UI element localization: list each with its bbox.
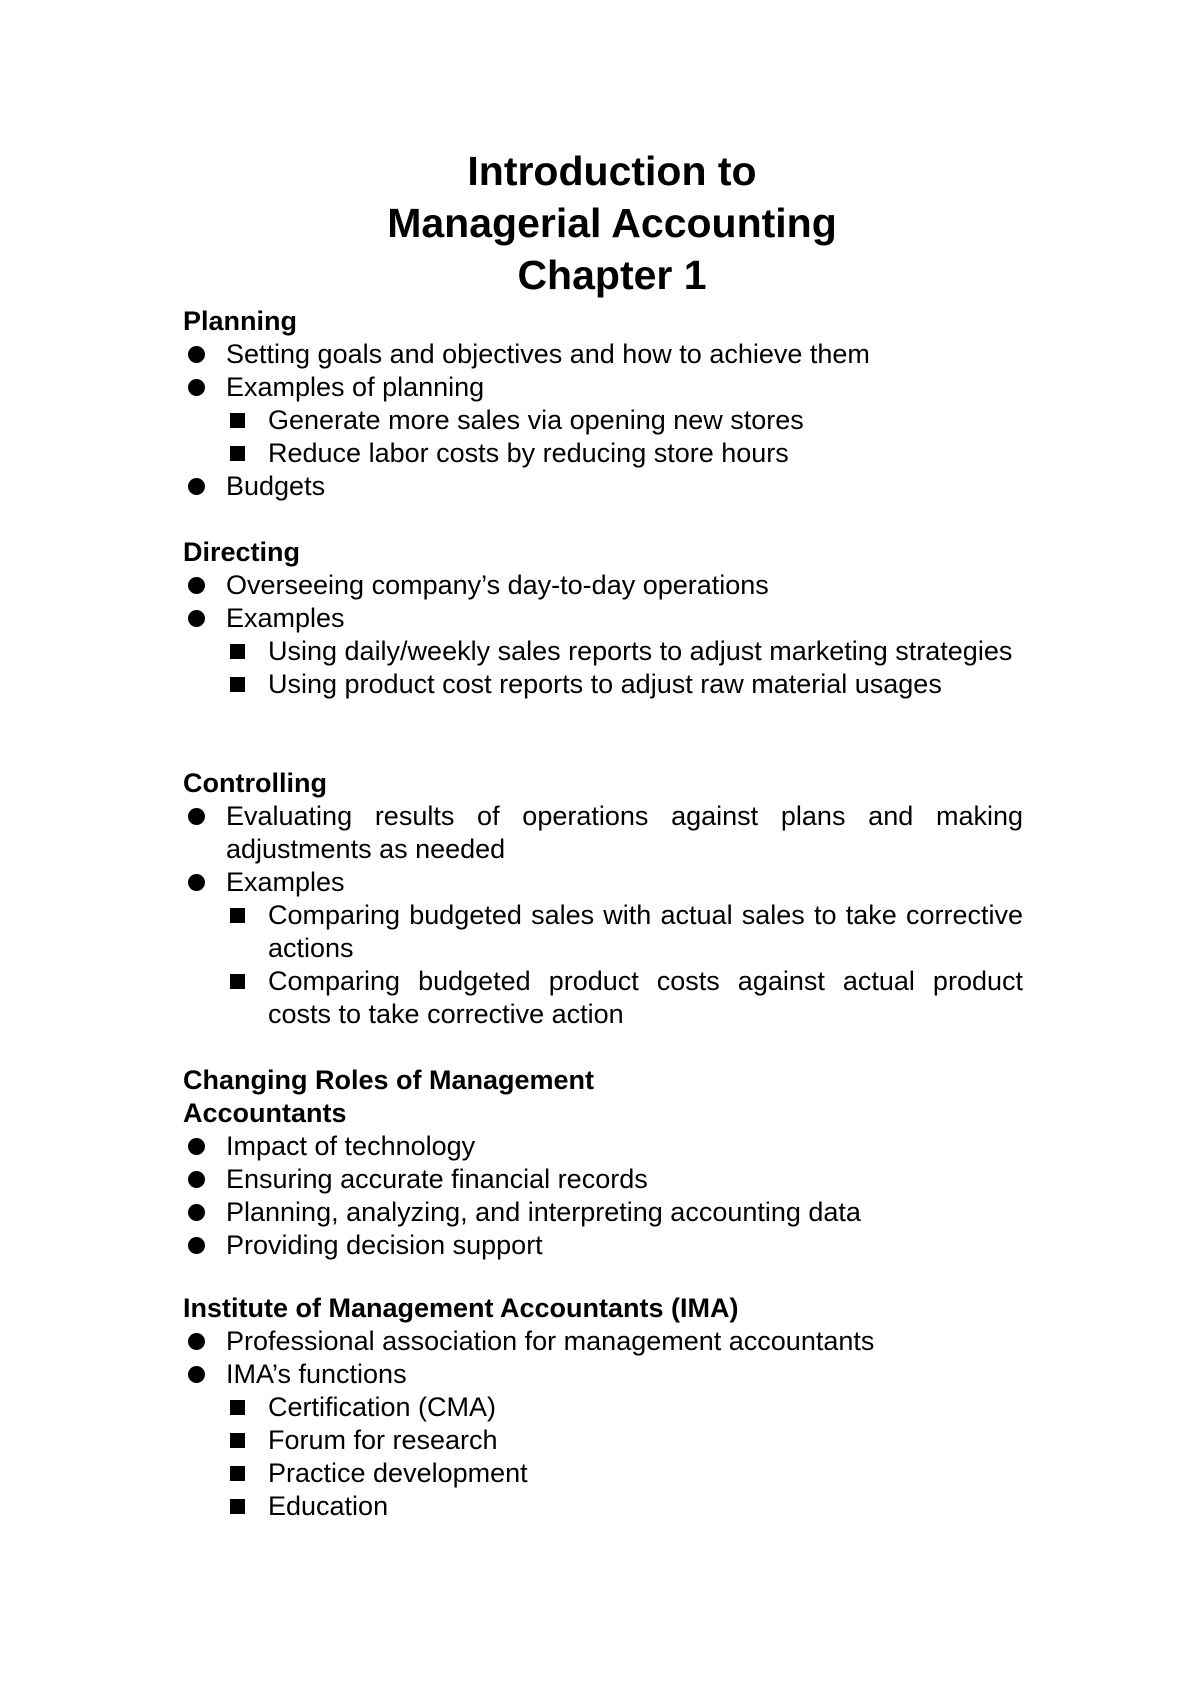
section-heading-planning: Planning: [183, 306, 297, 336]
sub-list-item: [183, 404, 1023, 437]
sub-list-item: [183, 1424, 1023, 1457]
round-bullet-icon: [188, 1138, 205, 1155]
sub-list-item: [183, 1457, 1023, 1490]
planning-examples-list: [183, 404, 1023, 470]
section-changing-roles: [183, 1064, 1023, 1262]
round-bullet-icon: [188, 1171, 205, 1188]
round-bullet-icon: [188, 1366, 205, 1383]
square-bullet-icon: [230, 908, 245, 923]
round-bullet-icon: [188, 379, 205, 396]
directing-examples-list: [183, 635, 1023, 701]
sub-list-item-text: Generate more sales via opening new stores: [268, 405, 804, 435]
section-controlling: [183, 767, 1023, 1031]
sub-list-item-text: Practice development: [268, 1458, 528, 1488]
list-item-text: Impact of technology: [226, 1131, 476, 1161]
square-bullet-icon: [230, 974, 245, 989]
list-item-text: Planning, analyzing, and interpreting accounting data: [226, 1197, 861, 1227]
square-bullet-icon: [230, 1466, 245, 1481]
sub-list-item-text: Using product cost reports to adjust raw material usages: [268, 669, 942, 699]
ima-functions-list: [183, 1391, 1023, 1523]
list-item-text: IMA’s functions: [226, 1359, 407, 1389]
list-item: [183, 1163, 1023, 1196]
planning-list: [183, 338, 1023, 404]
list-item: [183, 569, 1023, 602]
square-bullet-icon: [230, 413, 245, 428]
list-item: [183, 1130, 1023, 1163]
square-bullet-icon: [230, 677, 245, 692]
list-item-text: Examples: [226, 603, 345, 633]
list-item-text: Ensuring accurate financial records: [226, 1164, 648, 1194]
round-bullet-icon: [188, 1333, 205, 1350]
list-item-text: Overseeing company’s day-to-day operations: [226, 570, 769, 600]
list-item: [183, 371, 1023, 404]
section-heading-controlling: Controlling: [183, 768, 327, 798]
section-heading-ima: Institute of Management Accountants (IMA): [183, 1293, 739, 1323]
section-directing: [183, 536, 1023, 701]
sub-list-item-text: Using daily/weekly sales reports to adjust marketing strategies: [268, 636, 1013, 666]
document-page: [183, 145, 1023, 1523]
sub-list-item-text: Comparing budgeted sales with actual sales to take corrective actions: [268, 900, 1023, 963]
sub-list-item: [183, 899, 1023, 965]
list-item: [183, 1358, 1023, 1391]
section-heading-directing: Directing: [183, 537, 301, 567]
list-item-text: Budgets: [226, 471, 326, 501]
sub-list-item: [183, 635, 1023, 668]
controlling-list: [183, 800, 1023, 899]
square-bullet-icon: [230, 1400, 245, 1415]
sub-list-item-text: Education: [268, 1491, 389, 1521]
sub-list-item-text: Reduce labor costs by reducing store hours: [268, 438, 789, 468]
title-line-2: Managerial Accounting: [387, 200, 837, 246]
sub-list-item: [183, 1490, 1023, 1523]
title-line-3: Chapter 1: [517, 252, 707, 298]
round-bullet-icon: [188, 577, 205, 594]
list-item: [183, 602, 1023, 635]
round-bullet-icon: [188, 478, 205, 495]
title-line-1: Introduction to: [467, 148, 757, 194]
list-item: [183, 338, 1023, 371]
round-bullet-icon: [188, 346, 205, 363]
roles-list: [183, 1130, 1023, 1262]
section-planning: [183, 305, 1023, 503]
sub-list-item: [183, 668, 1023, 701]
list-item-text: Setting goals and objectives and how to achieve them: [226, 339, 870, 369]
list-item: [183, 1229, 1023, 1262]
round-bullet-icon: [188, 808, 205, 825]
planning-list-continued: [183, 470, 1023, 503]
sub-list-item: [183, 437, 1023, 470]
list-item: [183, 800, 1023, 866]
sub-list-item-text: Certification (CMA): [268, 1392, 497, 1422]
document-title: [183, 145, 1023, 301]
list-item: [183, 1196, 1023, 1229]
round-bullet-icon: [188, 1204, 205, 1221]
sub-list-item-text: Comparing budgeted product costs against actual product costs to take corrective action: [268, 966, 1023, 1029]
round-bullet-icon: [188, 874, 205, 891]
square-bullet-icon: [230, 1433, 245, 1448]
controlling-examples-list: [183, 899, 1023, 1031]
list-item-text: Evaluating results of operations against plans and making adjustments as needed: [226, 801, 1023, 864]
list-item: [183, 1325, 1023, 1358]
round-bullet-icon: [188, 1237, 205, 1254]
list-item-text: Professional association for management accountants: [226, 1326, 875, 1356]
section-heading-roles-line-2: Accountants: [183, 1098, 347, 1128]
round-bullet-icon: [188, 610, 205, 627]
square-bullet-icon: [230, 1499, 245, 1514]
list-item: [183, 866, 1023, 899]
ima-list: [183, 1325, 1023, 1391]
sub-list-item: [183, 1391, 1023, 1424]
directing-list: [183, 569, 1023, 635]
square-bullet-icon: [230, 446, 245, 461]
sub-list-item: [183, 965, 1023, 1031]
list-item-text: Providing decision support: [226, 1230, 543, 1260]
sub-list-item-text: Forum for research: [268, 1425, 498, 1455]
square-bullet-icon: [230, 644, 245, 659]
list-item-text: Examples of planning: [226, 372, 485, 402]
list-item: [183, 470, 1023, 503]
section-ima: [183, 1292, 1023, 1523]
section-heading-roles-line-1: Changing Roles of Management: [183, 1065, 595, 1095]
list-item-text: Examples: [226, 867, 345, 897]
